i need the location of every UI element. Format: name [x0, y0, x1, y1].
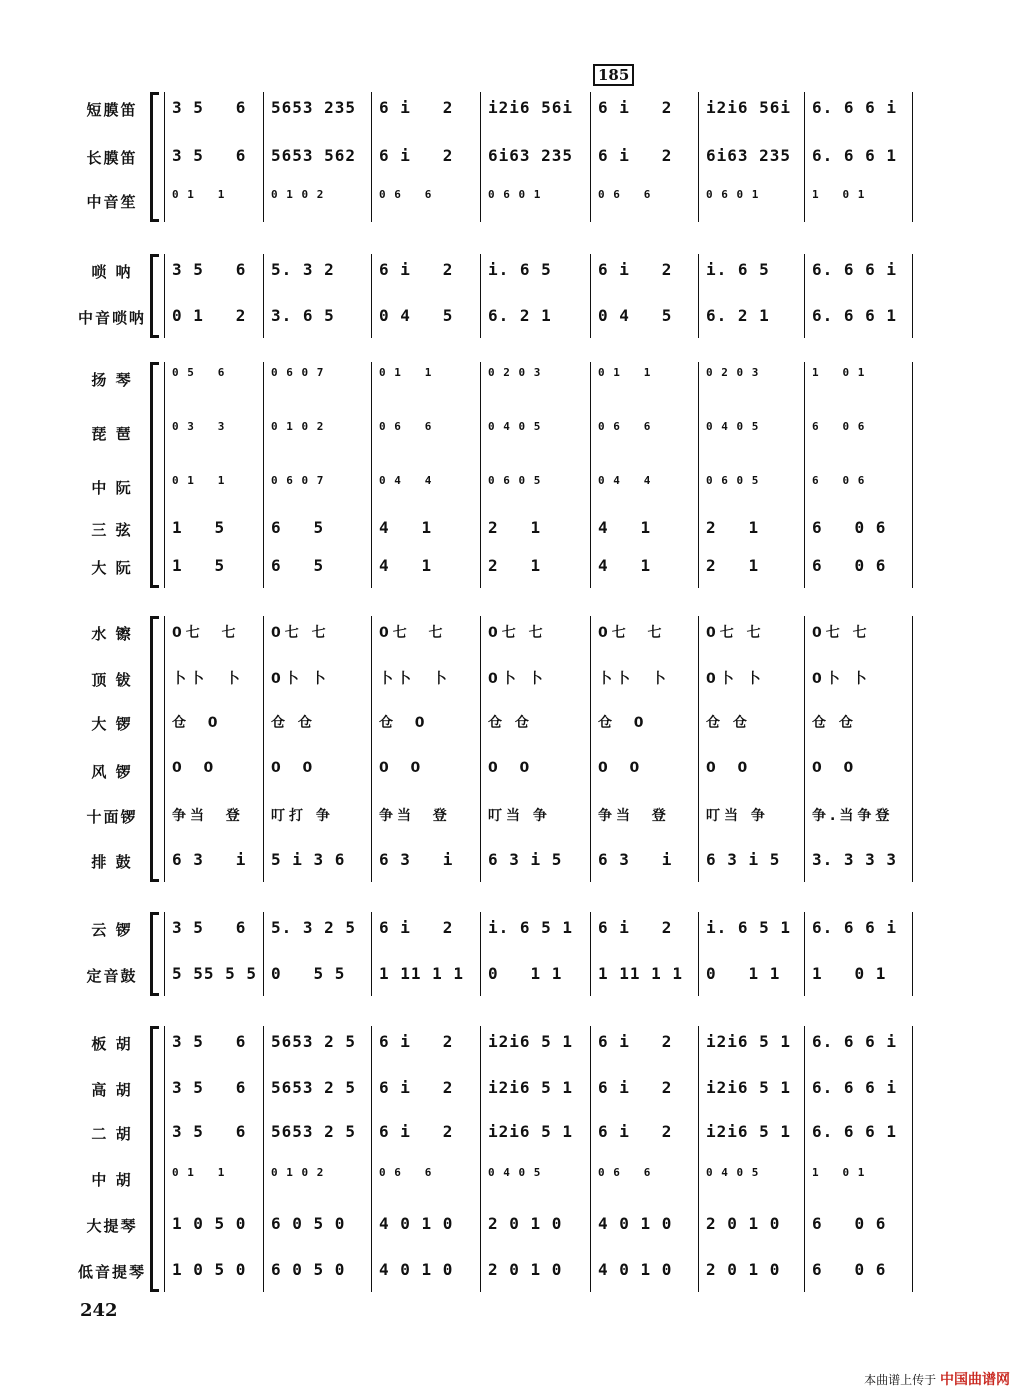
- measure-notation: 6 i 2: [379, 1032, 454, 1051]
- measure-notation: 6 i 2: [379, 98, 454, 117]
- measure-notation: 0七 七: [706, 625, 765, 641]
- measure-notation: 1 0 1: [812, 1166, 866, 1179]
- measure-notation: 0 6 6: [379, 188, 433, 201]
- barline: [371, 362, 372, 588]
- measure-notation: 3. 6 5: [271, 306, 335, 325]
- measure-notation: 3 5 6: [172, 260, 247, 279]
- measure-notation: 6. 6 6 i: [812, 98, 898, 117]
- instrument-label: 板 胡: [91, 1035, 133, 1053]
- measure-notation: 卜卜 卜: [172, 671, 244, 687]
- measure-notation: 0 3 3: [172, 420, 226, 433]
- instrument-label: 高 胡: [91, 1081, 133, 1099]
- instrument-label: 唢 呐: [91, 263, 133, 281]
- measure-notation: i. 6 5: [706, 260, 770, 279]
- instrument-label: 大提琴: [86, 1217, 138, 1235]
- measure-notation: 0 6 6: [379, 420, 433, 433]
- instrument-label: 顶 钹: [91, 671, 133, 689]
- barline: [164, 362, 165, 588]
- measure-notation: 5 55 5 5: [172, 964, 258, 983]
- measure-notation: 1 0 5 0: [172, 1260, 247, 1279]
- measure-notation: 6 0 5 0: [271, 1260, 346, 1279]
- barline: [698, 1026, 699, 1292]
- measure-notation: 0七 七: [598, 625, 666, 641]
- measure-notation: 0 0: [271, 760, 317, 776]
- barline: [590, 92, 591, 222]
- measure-notation: 6 0 6: [812, 420, 866, 433]
- measure-notation: 6 i 2: [379, 1078, 454, 1097]
- instrument-label: 低音提琴: [78, 1263, 147, 1281]
- footer-brand: 中国曲谱网: [940, 1372, 1010, 1388]
- barline: [912, 92, 913, 222]
- measure-notation: i2i6 5 1: [488, 1032, 574, 1051]
- measure-notation: 6 i 2: [598, 1122, 673, 1141]
- measure-notation: 6 3 i 5: [488, 850, 563, 869]
- instrument-label: 风 锣: [91, 763, 133, 781]
- measure-notation: 1 5: [172, 556, 226, 575]
- barline: [804, 254, 805, 338]
- measure-notation: 0卜 卜: [488, 671, 547, 687]
- measure-notation: 仓 0: [172, 715, 222, 731]
- measure-notation: 0 5 5: [271, 964, 346, 983]
- measure-notation: 6 3 i: [379, 850, 454, 869]
- measure-notation: 0七 七: [271, 625, 330, 641]
- measure-notation: 3 5 6: [172, 146, 247, 165]
- measure-notation: 0 6 6: [379, 1166, 433, 1179]
- measure-notation: 6 i 2: [598, 260, 673, 279]
- barline: [590, 362, 591, 588]
- measure-notation: 6. 6 6 1: [812, 146, 898, 165]
- measure-notation: i2i6 5 1: [488, 1122, 574, 1141]
- barline: [698, 912, 699, 996]
- measure-notation: 2 0 1 0: [706, 1260, 781, 1279]
- barline: [371, 912, 372, 996]
- measure-notation: 叮当 争: [488, 808, 551, 824]
- measure-notation: i2i6 5 1: [706, 1122, 792, 1141]
- measure-notation: 0 0: [812, 760, 858, 776]
- barline: [480, 616, 481, 882]
- barline: [698, 616, 699, 882]
- measure-notation: 6 i 2: [598, 146, 673, 165]
- measure-notation: i2i6 5 1: [706, 1032, 792, 1051]
- barline: [912, 912, 913, 996]
- measure-notation: 0 0: [598, 760, 644, 776]
- instrument-label: 中音笙: [86, 193, 138, 211]
- measure-notation: 仓 0: [598, 715, 648, 731]
- barline: [164, 912, 165, 996]
- measure-notation: 0 1 0 2: [271, 420, 325, 433]
- instrument-label: 三 弦: [91, 521, 133, 539]
- barline: [371, 254, 372, 338]
- measure-notation: 0 0: [379, 760, 425, 776]
- instrument-label: 扬 琴: [91, 371, 133, 389]
- measure-notation: 0七 七: [172, 625, 240, 641]
- measure-notation: 3 5 6: [172, 1122, 247, 1141]
- measure-notation: 6 3 i 5: [706, 850, 781, 869]
- measure-notation: 6 5: [271, 556, 325, 575]
- measure-notation: 3 5 6: [172, 98, 247, 117]
- measure-notation: 仓 仓: [812, 715, 857, 731]
- group-bracket: [150, 1026, 153, 1292]
- barline: [164, 254, 165, 338]
- measure-notation: 0 4 0 5: [488, 1166, 542, 1179]
- measure-notation: 6 5: [271, 518, 325, 537]
- instrument-label: 排 鼓: [91, 853, 133, 871]
- measure-notation: i. 6 5 1: [488, 918, 574, 937]
- measure-notation: 0卜 卜: [706, 671, 765, 687]
- measure-notation: 4 1: [379, 518, 433, 537]
- instrument-label: 中 阮: [91, 479, 133, 497]
- measure-notation: 6 i 2: [598, 98, 673, 117]
- measure-notation: 6 i 2: [379, 260, 454, 279]
- measure-notation: 争当 登: [379, 808, 451, 824]
- measure-notation: 0 1 1: [172, 474, 226, 487]
- measure-notation: 0 4 5: [598, 306, 673, 325]
- measure-notation: 0 1 2: [172, 306, 247, 325]
- measure-notation: 0 1 1: [172, 188, 226, 201]
- barline: [480, 92, 481, 222]
- measure-notation: 4 0 1 0: [379, 1214, 454, 1233]
- barline: [371, 92, 372, 222]
- measure-notation: 0 4 5: [379, 306, 454, 325]
- measure-notation: 0 1 1: [598, 366, 652, 379]
- measure-notation: 4 1: [598, 556, 652, 575]
- measure-notation: 1 11 1 1: [598, 964, 684, 983]
- measure-notation: 1 5: [172, 518, 226, 537]
- measure-notation: i. 6 5: [488, 260, 552, 279]
- measure-notation: 4 1: [379, 556, 433, 575]
- barline: [912, 254, 913, 338]
- measure-notation: 5653 235: [271, 98, 357, 117]
- barline: [480, 1026, 481, 1292]
- measure-notation: 0 1 1: [706, 964, 781, 983]
- instrument-label: 大 阮: [91, 559, 133, 577]
- barline: [912, 1026, 913, 1292]
- measure-notation: 6 0 6: [812, 1260, 887, 1279]
- measure-notation: 0 5 6: [172, 366, 226, 379]
- barline: [804, 1026, 805, 1292]
- barline: [480, 254, 481, 338]
- measure-notation: 0 0: [488, 760, 534, 776]
- barline: [912, 362, 913, 588]
- measure-notation: 1 0 1: [812, 188, 866, 201]
- measure-notation: 0 0: [172, 760, 218, 776]
- measure-notation: 0 6 0 7: [271, 366, 325, 379]
- measure-notation: 0 6 0 7: [271, 474, 325, 487]
- measure-notation: 0 4 4: [598, 474, 652, 487]
- barline: [164, 616, 165, 882]
- page-number: 242: [80, 1300, 118, 1321]
- instrument-label: 水 镲: [91, 625, 133, 643]
- barline: [804, 616, 805, 882]
- measure-notation: 0 1 1: [488, 964, 563, 983]
- measure-notation: 6. 6 6 i: [812, 1078, 898, 1097]
- measure-notation: 6. 6 6 i: [812, 260, 898, 279]
- barline: [263, 1026, 264, 1292]
- instrument-label: 云 锣: [91, 921, 133, 939]
- barline: [263, 912, 264, 996]
- measure-notation: 0七 七: [488, 625, 547, 641]
- measure-notation: 仓 仓: [271, 715, 316, 731]
- measure-notation: i2i6 5 1: [706, 1078, 792, 1097]
- measure-notation: 叮打 争: [271, 808, 334, 824]
- measure-notation: 6 i 2: [598, 1078, 673, 1097]
- measure-notation: 6. 6 6 i: [812, 1032, 898, 1051]
- measure-notation: 6 3 i: [598, 850, 673, 869]
- barline: [164, 92, 165, 222]
- measure-notation: 4 0 1 0: [598, 1260, 673, 1279]
- measure-notation: 3 5 6: [172, 918, 247, 937]
- instrument-label: 定音鼓: [86, 967, 138, 985]
- measure-notation: 6 i 2: [598, 1032, 673, 1051]
- measure-notation: 1 11 1 1: [379, 964, 465, 983]
- barline: [590, 616, 591, 882]
- barline: [698, 362, 699, 588]
- measure-notation: 卜卜 卜: [379, 671, 451, 687]
- instrument-label: 中音唢呐: [78, 309, 147, 327]
- measure-notation: 0 2 0 3: [706, 366, 760, 379]
- measure-notation: 2 0 1 0: [488, 1214, 563, 1233]
- measure-notation: 0 4 0 5: [488, 420, 542, 433]
- group-bracket: [150, 92, 153, 222]
- measure-notation: 6 0 5 0: [271, 1214, 346, 1233]
- measure-notation: 4 1: [598, 518, 652, 537]
- measure-notation: 2 0 1 0: [488, 1260, 563, 1279]
- measure-notation: 3. 3 3 3: [812, 850, 898, 869]
- barline: [263, 92, 264, 222]
- measure-notation: 6. 6 6 1: [812, 306, 898, 325]
- barline: [804, 912, 805, 996]
- barline: [804, 362, 805, 588]
- instrument-label: 中 胡: [91, 1171, 133, 1189]
- measure-notation: 6i63 235: [706, 146, 792, 165]
- measure-notation: 0七 七: [379, 625, 447, 641]
- measure-notation: 6 0 6: [812, 1214, 887, 1233]
- barline: [590, 1026, 591, 1292]
- measure-notation: 0 1 0 2: [271, 1166, 325, 1179]
- barline: [371, 616, 372, 882]
- measure-notation: 0卜 卜: [271, 671, 330, 687]
- measure-notation: 5 i 3 6: [271, 850, 346, 869]
- measure-notation: 0 0: [706, 760, 752, 776]
- measure-notation: 0 6 0 1: [706, 188, 760, 201]
- measure-notation: 仓 0: [379, 715, 429, 731]
- instrument-label: 短膜笛: [86, 101, 138, 119]
- barline: [804, 92, 805, 222]
- measure-notation: 6i63 235: [488, 146, 574, 165]
- measure-notation: 6. 2 1: [706, 306, 770, 325]
- barline: [480, 912, 481, 996]
- measure-notation: 6. 6 6 1: [812, 1122, 898, 1141]
- measure-notation: 4 0 1 0: [598, 1214, 673, 1233]
- measure-notation: 5653 2 5: [271, 1122, 357, 1141]
- barline: [263, 254, 264, 338]
- measure-notation: 仓 仓: [488, 715, 533, 731]
- barline: [263, 362, 264, 588]
- measure-notation: 6. 2 1: [488, 306, 552, 325]
- measure-notation: 争.当争登: [812, 808, 894, 824]
- group-bracket: [150, 362, 153, 588]
- measure-notation: 0 6 6: [598, 188, 652, 201]
- measure-notation: 4 0 1 0: [379, 1260, 454, 1279]
- measure-notation: 0 1 1: [172, 1166, 226, 1179]
- instrument-label: 二 胡: [91, 1125, 133, 1143]
- barline: [480, 362, 481, 588]
- measure-notation: 5653 2 5: [271, 1032, 357, 1051]
- barline: [698, 254, 699, 338]
- group-bracket: [150, 912, 153, 996]
- measure-notation: 5. 3 2: [271, 260, 335, 279]
- group-bracket: [150, 616, 153, 882]
- measure-notation: 5653 562: [271, 146, 357, 165]
- measure-notation: 卜卜 卜: [598, 671, 670, 687]
- measure-notation: 5653 2 5: [271, 1078, 357, 1097]
- instrument-label: 琵 琶: [91, 425, 133, 443]
- measure-notation: 0 6 0 1: [488, 188, 542, 201]
- measure-notation: 6 0 6: [812, 474, 866, 487]
- measure-notation: 6. 6 6 i: [812, 918, 898, 937]
- measure-notation: 6 i 2: [379, 146, 454, 165]
- barline: [590, 912, 591, 996]
- measure-notation: 5. 3 2 5: [271, 918, 357, 937]
- instrument-label: 长膜笛: [86, 149, 138, 167]
- measure-notation: 0七 七: [812, 625, 871, 641]
- measure-notation: 6 i 2: [379, 1122, 454, 1141]
- measure-notation: 0 1 0 2: [271, 188, 325, 201]
- measure-notation: i2i6 56i: [488, 98, 574, 117]
- measure-notation: 0 2 0 3: [488, 366, 542, 379]
- measure-notation: 2 1: [706, 518, 760, 537]
- instrument-label: 大 锣: [91, 715, 133, 733]
- barline: [164, 1026, 165, 1292]
- measure-notation: 争当 登: [598, 808, 670, 824]
- measure-notation: i. 6 5 1: [706, 918, 792, 937]
- measure-notation: 6 0 6: [812, 518, 887, 537]
- measure-notation: 1 0 1: [812, 366, 866, 379]
- measure-notation: 0 6 6: [598, 420, 652, 433]
- instrument-label: 十面锣: [86, 808, 138, 826]
- measure-notation: 6 i 2: [598, 918, 673, 937]
- measure-notation: 0 4 0 5: [706, 420, 760, 433]
- measure-notation: 争当 登: [172, 808, 244, 824]
- measure-notation: 3 5 6: [172, 1078, 247, 1097]
- measure-notation: 2 1: [488, 556, 542, 575]
- measure-notation: 3 5 6: [172, 1032, 247, 1051]
- rehearsal-mark: 185: [593, 64, 634, 86]
- measure-notation: 2 0 1 0: [706, 1214, 781, 1233]
- measure-notation: 6 i 2: [379, 918, 454, 937]
- measure-notation: 2 1: [706, 556, 760, 575]
- measure-notation: 0 4 4: [379, 474, 433, 487]
- measure-notation: 1 0 5 0: [172, 1214, 247, 1233]
- barline: [590, 254, 591, 338]
- measure-notation: 1 0 1: [812, 964, 887, 983]
- measure-notation: 6 3 i: [172, 850, 247, 869]
- measure-notation: 2 1: [488, 518, 542, 537]
- footer-text: 本曲谱上传于: [864, 1373, 937, 1387]
- barline: [263, 616, 264, 882]
- measure-notation: 0 6 6: [598, 1166, 652, 1179]
- measure-notation: 6 0 6: [812, 556, 887, 575]
- measure-notation: 0 1 1: [379, 366, 433, 379]
- measure-notation: 0卜 卜: [812, 671, 871, 687]
- measure-notation: 0 4 0 5: [706, 1166, 760, 1179]
- footer: [864, 1369, 1010, 1389]
- measure-notation: 仓 仓: [706, 715, 751, 731]
- barline: [371, 1026, 372, 1292]
- measure-notation: i2i6 56i: [706, 98, 792, 117]
- barline: [912, 616, 913, 882]
- measure-notation: 0 6 0 5: [706, 474, 760, 487]
- measure-notation: 0 6 0 5: [488, 474, 542, 487]
- measure-notation: i2i6 5 1: [488, 1078, 574, 1097]
- measure-notation: 叮当 争: [706, 808, 769, 824]
- barline: [698, 92, 699, 222]
- group-bracket: [150, 254, 153, 338]
